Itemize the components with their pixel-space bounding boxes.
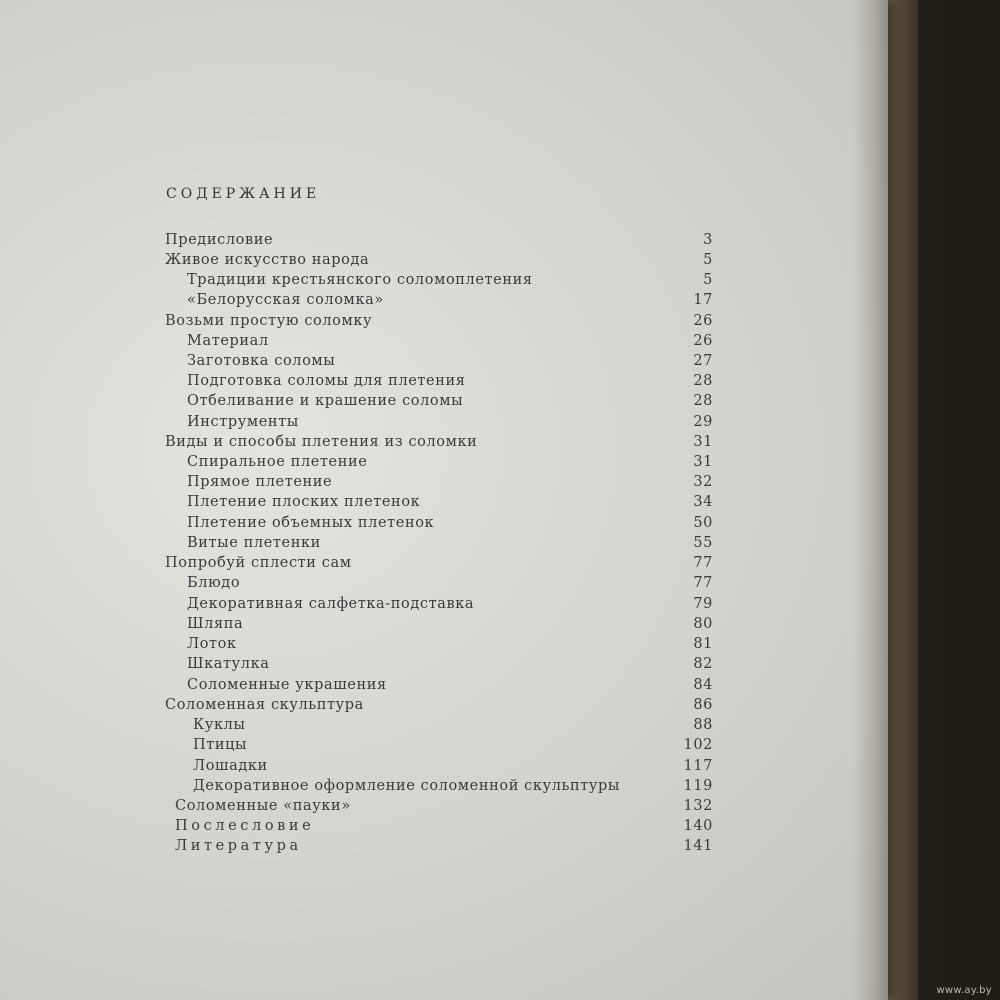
toc-entry (165, 393, 713, 413)
toc-entry-page: 82 (693, 656, 713, 672)
toc-entry (165, 414, 713, 434)
toc-entry-page: 17 (693, 292, 713, 308)
toc-entry-page: 29 (693, 414, 713, 430)
toc-entry-page: 119 (683, 778, 713, 794)
toc-entry (165, 474, 713, 494)
toc-entry-page: 132 (683, 798, 713, 814)
toc-entry-label: Послесловие (175, 818, 315, 834)
toc-entry-label: Птицы (193, 737, 248, 753)
toc-entry-label: Шляпа (187, 616, 244, 632)
toc-entry (165, 636, 713, 656)
toc-entry-page: 3 (703, 232, 713, 248)
toc-entry-page: 86 (693, 697, 713, 713)
toc-entry-label: Виды и способы плетения из соломки (165, 434, 478, 450)
toc-entry-label: Заготовка соломы (187, 353, 336, 369)
toc-entry-label: Спиральное плетение (187, 454, 368, 470)
toc-entry (165, 656, 713, 676)
toc-entry (165, 373, 713, 393)
toc-entry-label: Соломенная скульптура (165, 697, 364, 713)
toc-entry (165, 353, 713, 373)
toc-entry-page: 77 (693, 575, 713, 591)
toc-entry-label: Литература (175, 838, 302, 854)
toc-entry (165, 535, 713, 555)
toc-entry-page: 80 (693, 616, 713, 632)
toc-entry-page: 5 (703, 252, 713, 268)
toc-entry (165, 818, 713, 838)
toc-entry-label: Куклы (193, 717, 246, 733)
toc-entry-label: Блюдо (187, 575, 241, 591)
toc-entry-label: Шкатулка (187, 656, 270, 672)
toc-entry-page: 32 (693, 474, 713, 490)
toc-entry-label: Подготовка соломы для плетения (187, 373, 466, 389)
toc-entry-label: Живое искусство народа (165, 252, 370, 268)
toc-entry-page: 84 (693, 677, 713, 693)
toc-entry (165, 555, 713, 575)
toc-entry (165, 737, 713, 757)
toc-entry (165, 697, 713, 717)
toc-entry-page: 26 (693, 333, 713, 349)
watermark: www.ay.by (936, 985, 992, 996)
toc-entry (165, 272, 713, 292)
toc-entry-page: 31 (693, 434, 713, 450)
toc-entry-page: 26 (693, 313, 713, 329)
toc-entry (165, 596, 713, 616)
toc-entry-label: Соломенные «пауки» (175, 798, 351, 814)
toc-entry-page: 77 (693, 555, 713, 571)
toc-entry-page: 117 (683, 758, 713, 774)
toc-entry-label: Декоративная салфетка-подставка (187, 596, 475, 612)
toc-entry-page: 79 (693, 596, 713, 612)
toc-entry-label: Инструменты (187, 414, 299, 430)
toc-entry-label: Лошадки (193, 758, 268, 774)
toc-entry (165, 333, 713, 353)
toc-entry (165, 778, 713, 798)
toc-entry (165, 494, 713, 514)
toc-entry-page: 50 (693, 515, 713, 531)
toc-entry-label: Прямое плетение (187, 474, 333, 490)
toc-entry (165, 677, 713, 697)
toc-entry (165, 292, 713, 312)
toc-entry-label: Лоток (187, 636, 237, 652)
toc-entry (165, 313, 713, 333)
page-shadow (852, 0, 888, 1000)
toc-entry-label: Предисловие (165, 232, 274, 248)
toc-entry-page: 28 (693, 393, 713, 409)
toc-entry (165, 454, 713, 474)
toc-entry-page: 102 (683, 737, 713, 753)
toc-entry (165, 515, 713, 535)
toc-entry-page: 5 (703, 272, 713, 288)
toc-entry (165, 232, 713, 252)
toc-entry (165, 434, 713, 454)
toc-entry-label: Декоративное оформление соломенной скульптуры (193, 778, 621, 794)
toc-title: СОДЕРЖАНИЕ (166, 186, 321, 202)
toc-entry-page: 28 (693, 373, 713, 389)
toc-entry-label: Плетение плоских плетенок (187, 494, 421, 510)
toc-entry-label: Возьми простую соломку (165, 313, 373, 329)
toc-entry (165, 616, 713, 636)
toc-entry (165, 798, 713, 818)
toc-entry (165, 252, 713, 272)
toc-entry-page: 55 (693, 535, 713, 551)
toc-entry (165, 717, 713, 737)
toc-entry-page: 88 (693, 717, 713, 733)
toc-entry-page: 140 (683, 818, 713, 834)
toc-entry (165, 758, 713, 778)
toc-entry-page: 81 (693, 636, 713, 652)
toc-entry-label: Материал (187, 333, 269, 349)
next-page-edge (888, 0, 918, 1000)
toc-entry-label: Витые плетенки (187, 535, 321, 551)
toc-entry (165, 838, 713, 858)
toc-entry-label: Попробуй сплести сам (165, 555, 352, 571)
toc-entry-page: 34 (693, 494, 713, 510)
toc-entry-label: Традиции крестьянского соломоплетения (187, 272, 533, 288)
toc-entry-page: 27 (693, 353, 713, 369)
toc-entry-label: Соломенные украшения (187, 677, 387, 693)
toc-entry (165, 575, 713, 595)
toc-entry-label: Плетение объемных плетенок (187, 515, 435, 531)
toc-entry-page: 31 (693, 454, 713, 470)
toc-entry-label: Отбеливание и крашение соломы (187, 393, 464, 409)
toc-entry-label: «Белорусская соломка» (187, 292, 384, 308)
toc-entry-page: 141 (683, 838, 713, 854)
